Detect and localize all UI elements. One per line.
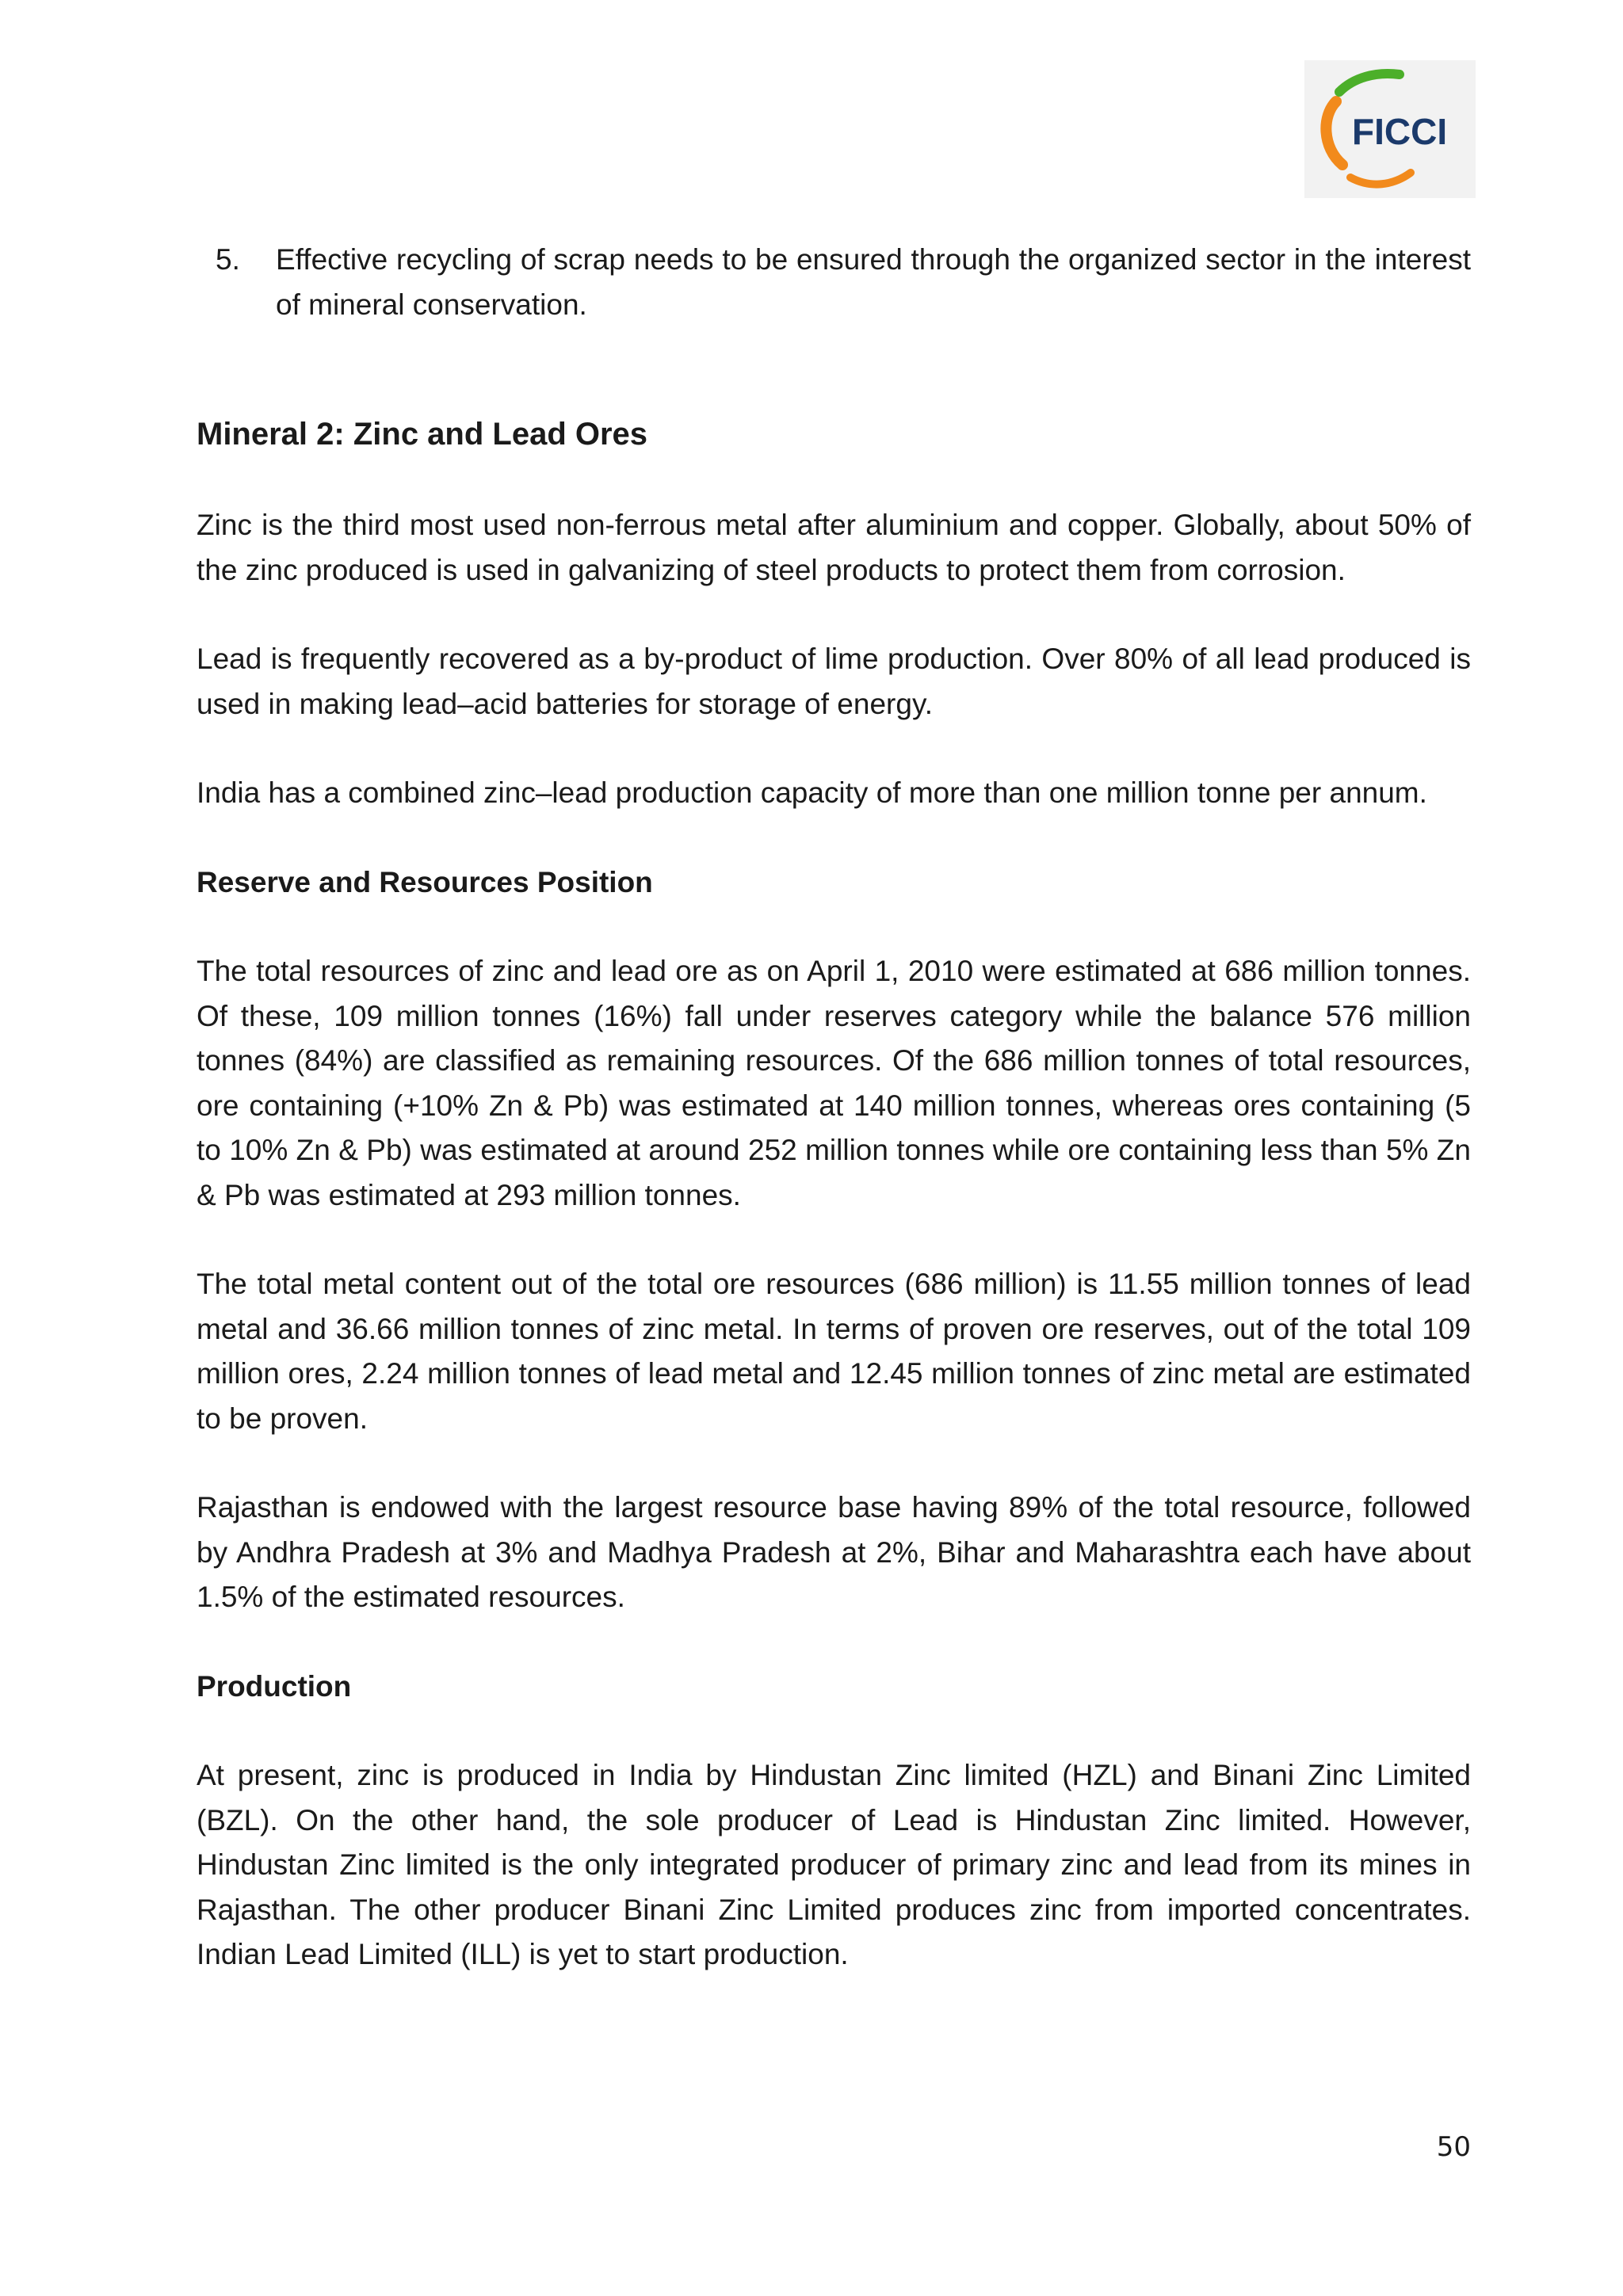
paragraph-production: At present, zinc is produced in India by Hindustan Zinc limited (HZL) and Binani Zinc Limited (BZL). On the other hand, the sole producer of Lead is Hindustan Zinc limited. However, Hindustan Zinc limited is the only integrated producer of primary zinc and lead from its mines in Rajasthan. The other producer Binani Zinc Limited produces zinc from imported concentrates. Indian Lead Limited (ILL) is yet to start production.: [197, 1759, 1471, 1970]
page-number: 50: [1436, 2131, 1471, 2163]
paragraph-total-resources: The total resources of zinc and lead ore as on April 1, 2010 were estimated at 686 million tonnes. Of these, 109 million tonnes (16%) fall under reserves category while the balance 576 million tonnes (84%) are classified as remaining resources. Of the 686 million tonnes of total resources, ore containing (+10% Zn & Pb) was estimated at 140 million tonnes, whereas ores containing (5 to 10% Zn & Pb) was estimated at around 252 million tonnes while ore containing less than 5% Zn & Pb was estimated at 293 million tonnes.: [197, 955, 1471, 1211]
production-heading: Production: [197, 1669, 352, 1703]
list-item-text: Effective recycling of scrap needs to be ensured through the organized sector in the interest of mineral conservation.: [276, 243, 1471, 321]
page-content: [197, 238, 1471, 1978]
ficci-logo-mark: [1304, 60, 1476, 198]
paragraph-metal-content: The total metal content out of the total ore resources (686 million) is 11.55 million tonnes of lead metal and 36.66 million tonnes of zinc metal. In terms of proven ore reserves, out of the total 109 million ores, 2.24 million tonnes of lead metal and 12.45 million tonnes of zinc metal are estimated to be proven.: [197, 1268, 1471, 1435]
section-title: Mineral 2: Zinc and Lead Ores: [197, 417, 648, 452]
paragraph-zinc-usage: Zinc is the third most used non-ferrous metal after aluminium and copper. Globally, about 50% of the zinc produced is used in galvanizing of steel products to protect them from corrosion.: [197, 509, 1471, 586]
logo-text: FICCI: [1352, 111, 1448, 152]
paragraph-capacity: India has a combined zinc–lead production capacity of more than one million tonne per annum.: [197, 776, 1427, 809]
list-item-5: [197, 238, 1471, 327]
ficci-logo: [1304, 60, 1476, 198]
paragraph-state-distribution: Rajasthan is endowed with the largest resource base having 89% of the total resource, followed by Andhra Pradesh at 3% and Madhya Pradesh at 2%, Bihar and Maharashtra each have about 1.5% of the estimated resources.: [197, 1491, 1471, 1613]
list-item-number: 5.: [216, 243, 240, 276]
paragraph-lead-usage: Lead is frequently recovered as a by-product of lime production. Over 80% of all lead produced is used in making lead–acid batteries for storage of energy.: [197, 643, 1471, 720]
reserves-heading: Reserve and Resources Position: [197, 865, 653, 898]
